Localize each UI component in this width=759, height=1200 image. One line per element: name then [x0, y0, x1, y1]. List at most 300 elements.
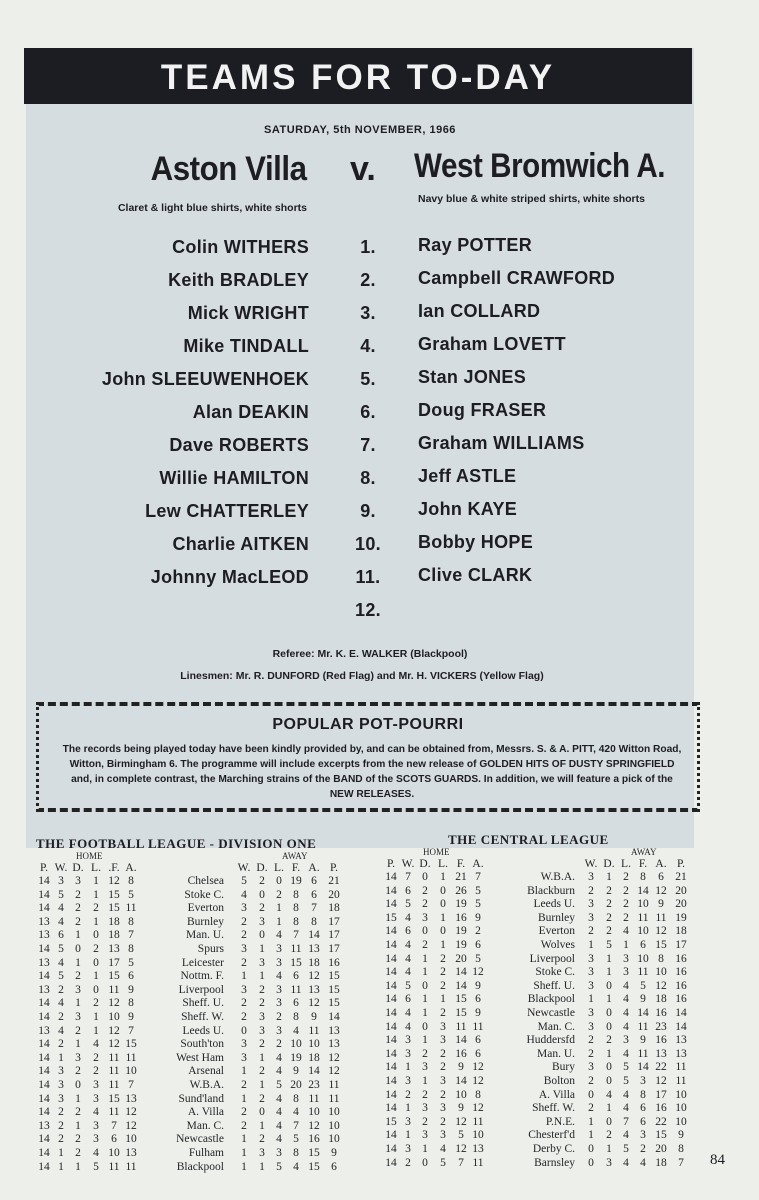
home-group-label: HOME: [423, 847, 450, 857]
table-cell: 14: [38, 1160, 50, 1173]
table-cell: 8: [293, 1092, 299, 1105]
table-cell: 18: [655, 993, 667, 1006]
away-player-name: Stan JONES: [418, 367, 527, 387]
table-cell: 2: [475, 925, 481, 938]
table-cell: 9: [475, 979, 481, 992]
table-cell: 6: [293, 997, 299, 1010]
table-cell: 3: [75, 1011, 81, 1023]
away-player-name: Graham WILLIAMS: [418, 433, 585, 453]
table-cell: 8: [293, 888, 299, 901]
team-name: Newcastle: [176, 1133, 224, 1146]
team-name: Burnley: [186, 915, 224, 928]
team-name: Wolves: [540, 939, 575, 951]
table-cell: 12: [472, 1102, 484, 1115]
table-cell: 3: [276, 956, 282, 969]
table-cell: 18: [675, 925, 687, 938]
table-cell: 2: [259, 902, 265, 915]
table-cell: 16: [655, 1102, 667, 1115]
lineup-row: [0, 501, 759, 529]
table-cell: 6: [640, 1102, 646, 1115]
table-cell: 3: [75, 1051, 81, 1064]
table-cell: 3: [588, 911, 594, 924]
table-cell: 1: [93, 888, 99, 901]
table-cell: 10: [308, 1106, 320, 1119]
table-cell: 4: [440, 1143, 446, 1155]
away-team-name: West Bromwich A.: [414, 147, 666, 185]
table-cell: 2: [93, 902, 99, 915]
table-cell: 1: [440, 871, 446, 883]
table-cell: 13: [125, 1092, 137, 1105]
table-cell: 2: [440, 1115, 446, 1128]
table-cell: 8: [678, 1143, 684, 1155]
team-name: Spurs: [197, 943, 224, 955]
table-cell: 2: [276, 888, 282, 901]
table-cell: 14: [675, 1007, 687, 1019]
table-cell: 2: [58, 1119, 64, 1132]
table-cell: 12: [655, 1075, 667, 1087]
table-cell: 11: [328, 1079, 340, 1091]
column-header: L.: [91, 862, 101, 874]
table-cell: 11: [125, 902, 137, 915]
table-cell: 15: [328, 997, 340, 1010]
table-cell: 12: [472, 966, 484, 979]
table-cell: 14: [385, 871, 397, 883]
table-cell: 3: [405, 1047, 411, 1060]
table-cell: 0: [259, 929, 265, 942]
table-cell: 7: [128, 1079, 134, 1091]
table-cell: 3: [588, 966, 594, 979]
table-cell: 4: [640, 1156, 646, 1169]
table-cell: 1: [276, 915, 282, 928]
team-name: P.N.E.: [545, 1115, 575, 1128]
table-cell: 1: [75, 1160, 81, 1173]
shirt-number: 9.: [360, 501, 376, 521]
table-cell: 1: [276, 902, 282, 915]
table-cell: 2: [93, 943, 99, 955]
table-cell: 4: [276, 929, 282, 942]
table-cell: 2: [75, 1147, 81, 1159]
table-cell: 2: [241, 1106, 247, 1119]
table-cell: 2: [606, 898, 612, 911]
team-name: W.B.A.: [540, 871, 575, 883]
table-cell: 1: [241, 1065, 247, 1078]
table-cell: 1: [588, 993, 594, 1006]
table-cell: 4: [623, 1102, 629, 1115]
column-header: P.: [40, 862, 48, 874]
table-cell: 6: [405, 925, 411, 938]
table-cell: 3: [93, 1079, 99, 1091]
table-cell: 4: [623, 1129, 629, 1142]
table-cell: 19: [455, 898, 467, 911]
table-cell: 10: [455, 1088, 467, 1101]
column-header: W.: [584, 858, 598, 870]
table-cell: 14: [385, 993, 397, 1006]
table-cell: 1: [623, 939, 629, 951]
table-cell: 3: [623, 966, 629, 979]
table-cell: 1: [440, 911, 446, 924]
table-cell: 0: [422, 925, 428, 938]
table-cell: 9: [458, 1061, 464, 1074]
table-cell: 9: [311, 1011, 317, 1023]
table-cell: 18: [108, 929, 120, 942]
table-cell: 20: [655, 1143, 667, 1155]
table-cell: 3: [58, 875, 64, 887]
table-cell: 2: [422, 1047, 428, 1060]
table-cell: 4: [58, 1024, 64, 1037]
home-team-name: Aston Villa: [150, 150, 307, 188]
table-cell: 2: [422, 1088, 428, 1101]
table-cell: 12: [455, 1115, 467, 1128]
table-cell: 2: [606, 1034, 612, 1047]
table-cell: 4: [241, 888, 247, 901]
column-header: P.: [330, 862, 338, 874]
table-cell: 4: [405, 939, 411, 951]
table-cell: 1: [606, 993, 612, 1006]
table-cell: 8: [311, 915, 317, 928]
table-cell: 0: [588, 1088, 594, 1101]
table-cell: 1: [259, 1051, 265, 1064]
team-name: Sheff. W.: [532, 1102, 575, 1115]
table-cell: 12: [328, 1065, 340, 1078]
column-header: L.: [438, 858, 448, 870]
table-cell: 2: [241, 929, 247, 942]
team-name: Sheff. W.: [181, 1011, 224, 1023]
table-cell: 2: [58, 983, 64, 996]
table-cell: 7: [458, 1156, 464, 1169]
away-player-name: John KAYE: [418, 499, 518, 519]
table-cell: 15: [328, 983, 340, 996]
table-cell: 10: [125, 1133, 137, 1146]
team-name: Nottm. F.: [180, 970, 224, 983]
table-cell: 5: [58, 943, 64, 955]
table-cell: 14: [385, 1129, 397, 1142]
table-cell: 1: [241, 970, 247, 983]
table-cell: 2: [58, 1011, 64, 1023]
lineup-row: [0, 468, 759, 496]
table-cell: 2: [588, 1102, 594, 1115]
table-cell: 3: [259, 915, 265, 928]
table-cell: 1: [588, 1115, 594, 1128]
table-cell: 5: [293, 1133, 299, 1146]
table-cell: 2: [75, 915, 81, 928]
table-cell: 5: [58, 970, 64, 983]
column-header: D.: [72, 862, 84, 874]
table-cell: 4: [405, 1007, 411, 1019]
table-cell: 7: [678, 1156, 684, 1169]
table-cell: 12: [655, 925, 667, 938]
table-cell: 14: [328, 1011, 340, 1023]
table-cell: 11: [108, 1106, 120, 1119]
table-cell: 11: [290, 943, 302, 955]
table-cell: 15: [125, 1038, 137, 1051]
team-name: Bury: [552, 1061, 575, 1074]
table-cell: 11: [455, 1020, 467, 1033]
table-cell: 16: [675, 966, 687, 979]
table-cell: 14: [38, 1079, 50, 1091]
table-cell: 5: [623, 1061, 629, 1074]
table-cell: 6: [293, 970, 299, 983]
table-cell: 10: [675, 1115, 687, 1128]
table-cell: 2: [422, 939, 428, 951]
team-name: Leicester: [181, 956, 224, 969]
table-cell: 16: [328, 956, 340, 969]
table-cell: 5: [128, 956, 134, 969]
table-cell: 15: [385, 1115, 397, 1128]
table-cell: 0: [75, 943, 81, 955]
table-cell: 0: [440, 884, 446, 897]
table-cell: 2: [259, 1038, 265, 1051]
table-cell: 9: [640, 1034, 646, 1047]
table-cell: 1: [241, 1092, 247, 1105]
table-cell: 5: [276, 1079, 282, 1091]
table-cell: 6: [311, 875, 317, 887]
column-header: P.: [387, 858, 395, 870]
table-cell: 0: [93, 956, 99, 969]
table-cell: 6: [640, 1115, 646, 1128]
table-cell: 8: [128, 915, 134, 928]
table-cell: 3: [640, 1075, 646, 1087]
lineup-row: [0, 567, 759, 595]
table-cell: 1: [606, 966, 612, 979]
table-cell: 13: [125, 1147, 137, 1159]
table-cell: 2: [405, 1156, 411, 1169]
team-name: W.B.A.: [189, 1079, 224, 1091]
table-cell: 1: [259, 1160, 265, 1173]
lineup-row: [0, 270, 759, 298]
table-cell: 2: [75, 902, 81, 915]
team-name: Sund'land: [178, 1092, 224, 1105]
table-cell: 12: [108, 875, 120, 887]
team-name: Bolton: [543, 1075, 575, 1087]
column-header: A.: [308, 862, 320, 874]
table-cell: 1: [606, 952, 612, 965]
table-cell: 4: [276, 1133, 282, 1146]
table-cell: 1: [606, 1143, 612, 1155]
table-cell: 3: [241, 983, 247, 996]
table-cell: 12: [125, 1119, 137, 1132]
table-cell: 14: [637, 884, 649, 897]
table-cell: 10: [637, 952, 649, 965]
table-cell: 14: [38, 1092, 50, 1105]
team-name: South'ton: [180, 1038, 224, 1051]
shirt-number: 3.: [360, 303, 376, 323]
table-cell: 10: [125, 1065, 137, 1078]
table-cell: 6: [475, 939, 481, 951]
team-name: Stoke C.: [535, 966, 575, 979]
table-cell: 3: [259, 1024, 265, 1037]
table-cell: 11: [108, 983, 120, 996]
table-cell: 7: [111, 1119, 117, 1132]
table-cell: 1: [241, 1147, 247, 1159]
table-cell: 14: [38, 888, 50, 901]
table-cell: 9: [293, 1065, 299, 1078]
table-cell: 3: [276, 1024, 282, 1037]
table-cell: 3: [58, 1079, 64, 1091]
table-cell: 3: [259, 1147, 265, 1159]
table-cell: 15: [108, 888, 120, 901]
table-cell: 9: [128, 1011, 134, 1023]
table-cell: 13: [38, 1024, 50, 1037]
table-cell: 3: [440, 1075, 446, 1087]
table-cell: 2: [75, 970, 81, 983]
table-cell: 4: [623, 1156, 629, 1169]
team-name: Arsenal: [188, 1065, 224, 1078]
table-cell: 1: [75, 956, 81, 969]
table-cell: 14: [385, 939, 397, 951]
table-cell: 11: [108, 1051, 120, 1064]
table-cell: 20: [328, 888, 340, 901]
table-cell: 0: [588, 1143, 594, 1155]
table-cell: 3: [440, 1020, 446, 1033]
table-cell: 1: [440, 993, 446, 1006]
table-cell: 3: [241, 1038, 247, 1051]
table-cell: 2: [588, 1034, 594, 1047]
table-cell: 0: [259, 1106, 265, 1119]
table-cell: 8: [658, 952, 664, 965]
table-cell: 12: [328, 1051, 340, 1064]
shirt-number: 1.: [360, 237, 376, 257]
table-cell: 5: [475, 884, 481, 897]
table-cell: 11: [472, 1156, 484, 1169]
table-cell: 2: [241, 1079, 247, 1091]
column-header: W.: [237, 862, 251, 874]
table-cell: 11: [637, 1020, 649, 1033]
table-cell: 13: [108, 943, 120, 955]
column-header: F.: [291, 862, 301, 874]
table-cell: 2: [440, 966, 446, 979]
table-cell: 17: [655, 1088, 667, 1101]
table-cell: 2: [241, 956, 247, 969]
table-cell: 0: [422, 1020, 428, 1033]
team-name: Barnsley: [534, 1156, 575, 1169]
table-cell: 5: [405, 979, 411, 992]
table-cell: 6: [405, 993, 411, 1006]
team-name: Liverpool: [178, 983, 224, 996]
table-cell: 16: [308, 1133, 320, 1146]
table-cell: 10: [675, 1102, 687, 1115]
table-cell: 3: [276, 943, 282, 955]
table-cell: 0: [606, 1061, 612, 1074]
table-cell: 2: [422, 884, 428, 897]
table-cell: 15: [108, 970, 120, 983]
table-cell: 2: [440, 979, 446, 992]
table-cell: 0: [93, 983, 99, 996]
table-cell: 4: [623, 925, 629, 938]
column-header: D.: [256, 862, 268, 874]
shirt-number: 2.: [360, 270, 376, 290]
team-name: Liverpool: [529, 952, 575, 965]
table-cell: 3: [588, 871, 594, 883]
lineup-row: [0, 303, 759, 331]
column-header: W.: [401, 858, 415, 870]
table-cell: 14: [38, 1011, 50, 1023]
table-cell: 1: [422, 1007, 428, 1019]
table-cell: 4: [276, 1065, 282, 1078]
table-cell: 14: [675, 1020, 687, 1033]
table-cell: 10: [328, 1119, 340, 1132]
table-cell: 12: [108, 997, 120, 1010]
table-cell: 2: [440, 952, 446, 965]
table-cell: 13: [655, 1047, 667, 1060]
table-cell: 2: [440, 1047, 446, 1060]
table-cell: 14: [38, 1133, 50, 1146]
table-cell: 11: [108, 1065, 120, 1078]
table-cell: 4: [405, 966, 411, 979]
table-cell: 2: [440, 1061, 446, 1074]
away-group-label: AWAY: [282, 851, 308, 861]
table-cell: 2: [259, 1133, 265, 1146]
table-cell: 11: [637, 911, 649, 924]
table-cell: 14: [38, 1038, 50, 1051]
home-player-name: Alan DEAKIN: [192, 402, 309, 422]
pot-pourri-title: POPULAR POT-POURRI: [272, 716, 464, 733]
table-cell: 19: [455, 939, 467, 951]
table-cell: 1: [440, 939, 446, 951]
team-name: Leeds U.: [182, 1024, 224, 1037]
table-cell: 14: [385, 1143, 397, 1155]
table-cell: 0: [75, 1079, 81, 1091]
table-cell: 1: [259, 1079, 265, 1091]
table-cell: 3: [440, 1034, 446, 1047]
lineup-row: [0, 600, 759, 628]
table-cell: 8: [640, 1088, 646, 1101]
table-cell: 26: [455, 884, 467, 897]
table-cell: 15: [108, 902, 120, 915]
table-cell: 14: [38, 943, 50, 955]
table-cell: 2: [640, 1143, 646, 1155]
table-cell: 13: [38, 956, 50, 969]
table-cell: 11: [655, 911, 667, 924]
table-cell: 16: [675, 952, 687, 965]
table-cell: 1: [588, 939, 594, 951]
table-cell: 3: [588, 979, 594, 992]
table-cell: 14: [38, 1147, 50, 1159]
table-cell: 2: [588, 1075, 594, 1087]
table-cell: 11: [290, 983, 302, 996]
table-cell: 1: [93, 1024, 99, 1037]
table-cell: 3: [276, 1147, 282, 1159]
team-name: Derby C.: [532, 1143, 575, 1155]
table-cell: 17: [328, 943, 340, 955]
table-cell: 3: [606, 1156, 612, 1169]
table-cell: 2: [58, 1133, 64, 1146]
table-cell: 5: [276, 1160, 282, 1173]
table-cell: 16: [455, 911, 467, 924]
team-name: West Ham: [176, 1051, 224, 1064]
table-cell: 14: [385, 1088, 397, 1101]
table-cell: 17: [108, 956, 120, 969]
table-cell: 1: [422, 1143, 428, 1155]
table-cell: 3: [259, 1011, 265, 1023]
table-cell: 3: [623, 1034, 629, 1047]
team-name: Chesterf'd: [528, 1129, 575, 1142]
table-cell: 1: [93, 970, 99, 983]
lineup-row: [0, 336, 759, 364]
table-cell: 4: [405, 911, 411, 924]
table-cell: 1: [606, 1047, 612, 1060]
shirt-number: 8.: [360, 468, 376, 488]
table-cell: 7: [405, 871, 411, 883]
table-cell: 5: [440, 1156, 446, 1169]
table-cell: 4: [93, 1147, 99, 1159]
column-header: .F.: [108, 862, 120, 874]
table-cell: 2: [588, 1047, 594, 1060]
team-name: Fulham: [188, 1147, 224, 1159]
referee-line: Referee: Mr. K. E. WALKER (Blackpool): [272, 648, 468, 660]
table-cell: 10: [108, 1147, 120, 1159]
table-cell: 1: [75, 1092, 81, 1105]
table-cell: 15: [655, 939, 667, 951]
